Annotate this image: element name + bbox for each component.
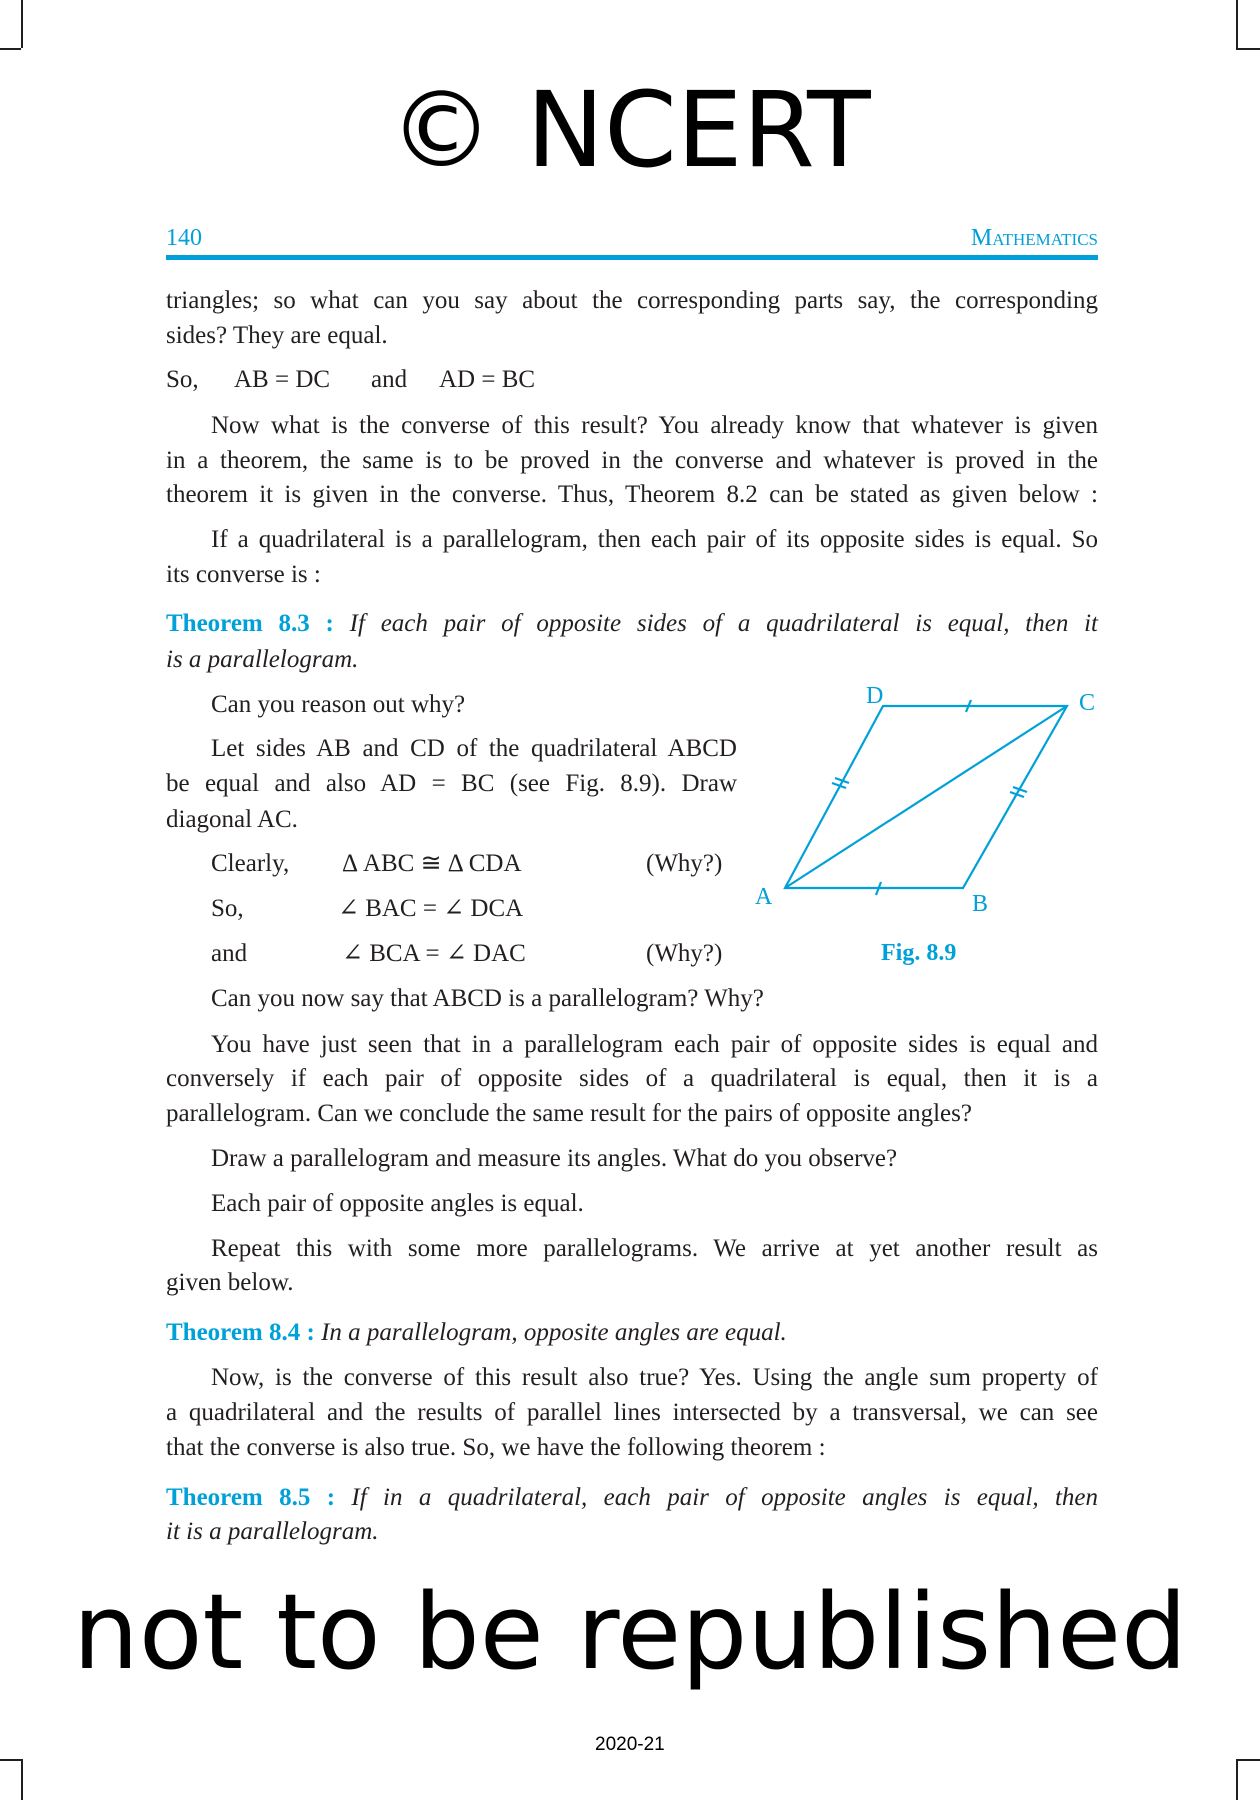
paragraph-line: a quadrilateral and the results of parallel lines intersected by a transversal, we can see xyxy=(166,1399,1098,1426)
step-lead: Clearly, xyxy=(211,850,290,877)
theorem-label: Theorem 8.3 : xyxy=(166,610,334,637)
eq-right: AD = BC xyxy=(439,366,536,393)
theorem-text: If in a quadrilateral, each pair of opposite angles is equal, then xyxy=(351,1484,1099,1511)
step-expr: ∠ BAC = ∠ DCA xyxy=(338,895,524,922)
eq-so: So, xyxy=(166,366,199,393)
subject-title: Mathematics xyxy=(970,225,1098,251)
step-why: (Why?) xyxy=(646,940,723,967)
paragraph-line: in a theorem, the same is to be proved in the converse and whatever is proved in the xyxy=(166,447,1098,474)
vertex-label-c: C xyxy=(1079,690,1096,716)
paragraph-line: be equal and also AD = BC (see Fig. 8.9). Draw xyxy=(166,770,737,797)
theorem-text: is a parallelogram. xyxy=(166,646,359,673)
step-why: (Why?) xyxy=(646,850,723,877)
paragraph-line: conversely if each pair of opposite sides of a quadrilateral is equal, then it is a xyxy=(166,1065,1098,1092)
paragraph-line: Repeat this with some more parallelograms. We arrive at yet another result as xyxy=(211,1235,1098,1262)
paragraph-line: If a quadrilateral is a parallelogram, then each pair of its opposite sides is equal. So xyxy=(211,526,1098,553)
theorem-8-4 xyxy=(166,1316,1098,1350)
paragraph-line: diagonal AC. xyxy=(166,806,298,833)
watermark-line-1: © NCERT xyxy=(389,69,871,191)
theorem-label: Theorem 8.4 : xyxy=(166,1319,315,1346)
paragraph-line: Let sides AB and CD of the quadrilateral ABCD xyxy=(211,735,737,762)
paragraph-line: parallelogram. Can we conclude the same result for the pairs of opposite angles? xyxy=(166,1100,972,1127)
paragraph-line: triangles; so what can you say about the corresponding parts say, the corresponding xyxy=(166,287,1098,314)
step-expr: Δ ABC ≅ Δ CDA xyxy=(342,850,522,877)
paragraph-line: its converse is : xyxy=(166,561,321,588)
crop-mark xyxy=(1236,1759,1238,1800)
vertex-label-b: B xyxy=(972,891,989,917)
theorem-label: Theorem 8.5 : xyxy=(166,1484,336,1511)
step-lead: and xyxy=(211,940,248,967)
paragraph-line: Now, is the converse of this result also true? Yes. Using the angle sum property of xyxy=(211,1364,1098,1391)
step-lead: So, xyxy=(211,895,244,922)
crop-mark xyxy=(21,1759,23,1800)
theorem-8-5 xyxy=(166,1481,1098,1515)
figure-caption: Fig. 8.9 xyxy=(881,940,957,966)
theorem-text: In a parallelogram, opposite angles are equal. xyxy=(321,1319,787,1346)
paragraph-line: Can you reason out why? xyxy=(211,691,466,718)
theorem-text: it is a parallelogram. xyxy=(166,1518,379,1545)
eq-and: and xyxy=(371,366,408,393)
step-expr: ∠ BCA = ∠ DAC xyxy=(342,940,526,967)
paragraph-line: Draw a parallelogram and measure its angles. What do you observe? xyxy=(211,1145,898,1172)
paragraph-line: Now what is the converse of this result? You already know that whatever is given xyxy=(211,412,1098,439)
watermark-line-2: not to be republished xyxy=(72,1571,1188,1693)
crop-mark xyxy=(0,1759,21,1761)
paragraph-line: You have just seen that in a parallelogram each pair of opposite sides is equal and xyxy=(211,1031,1098,1058)
vertex-label-d: D xyxy=(866,683,884,709)
paragraph-line: sides? They are equal. xyxy=(166,322,388,349)
paragraph-line: Can you now say that ABCD is a parallelogram? Why? xyxy=(211,985,764,1012)
theorem-text: If each pair of opposite sides of a quadrilateral is equal, then it xyxy=(349,610,1098,637)
eq-left: AB = DC xyxy=(234,366,331,393)
paragraph-line: Each pair of opposite angles is equal. xyxy=(211,1190,584,1217)
vertex-label-a: A xyxy=(755,884,773,910)
diagonal-ac xyxy=(785,706,1067,888)
page-number: 140 xyxy=(166,225,202,251)
paragraph-line: that the converse is also true. So, we have the following theorem : xyxy=(166,1434,826,1461)
paragraph-line: given below. xyxy=(166,1269,294,1296)
footer-year: 2020-21 xyxy=(595,1734,665,1755)
crop-mark xyxy=(1236,1759,1260,1761)
paragraph-line: theorem it is given in the converse. Thus, Theorem 8.2 can be stated as given below : xyxy=(166,481,1098,508)
